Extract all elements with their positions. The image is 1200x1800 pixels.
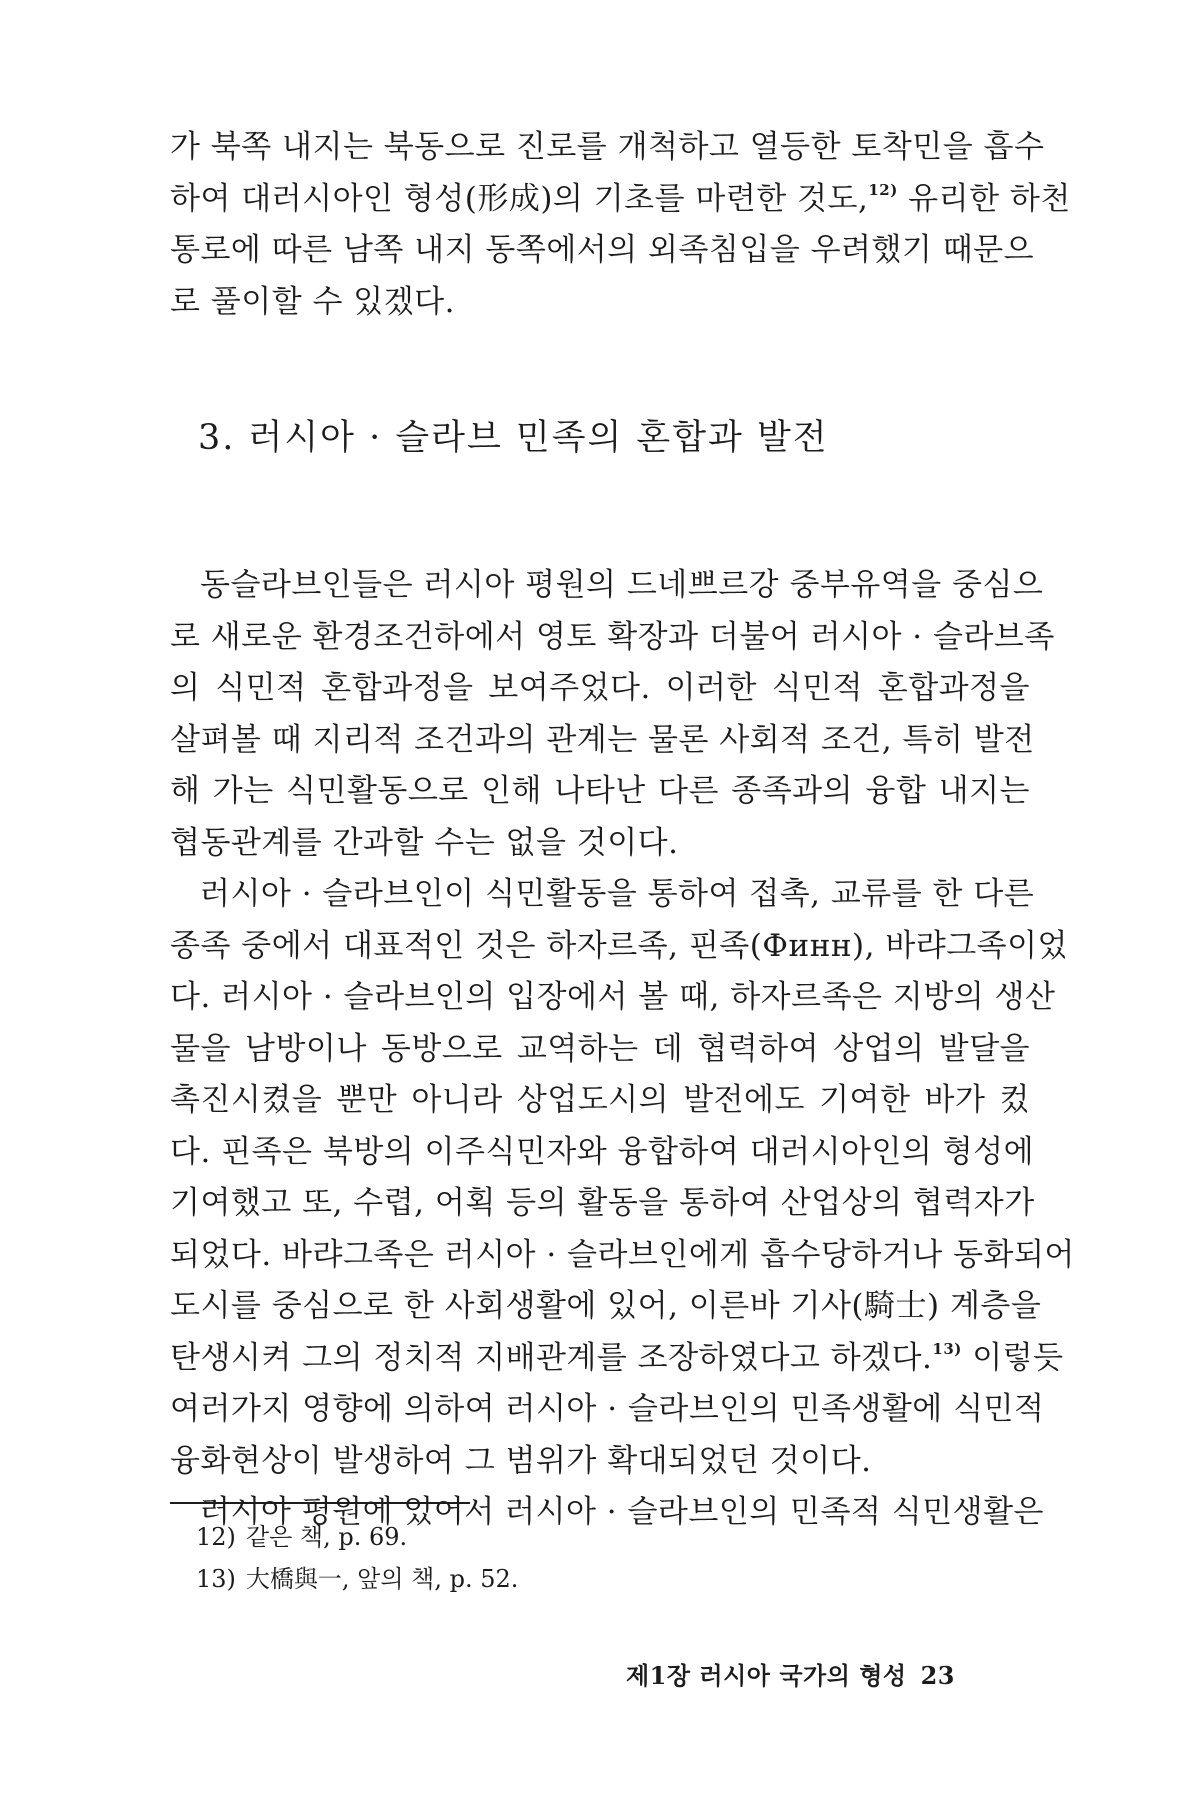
footnote-text: 大橋與一, 앞의 책, p. 52. xyxy=(245,1565,519,1593)
text-line: 종족 중에서 대표적인 것은 하자르족, 핀족(Финн), 바랴그족이었 xyxy=(170,927,1068,964)
text-line: 통로에 따른 남쪽 내지 동쪽에서의 외족침입을 우려했기 때문으 xyxy=(170,232,1035,268)
text-line: 해 가는 식민활동으로 인해 나타난 다른 종족과의 융합 내지는 xyxy=(170,773,1030,809)
text-segment: 하여 대러시아인 형성(形成)의 기초를 마련한 것도, xyxy=(170,180,869,217)
text-line: 로 새로운 환경조건하에서 영토 확장과 더불어 러시아 · 슬라브족 xyxy=(170,618,1055,655)
text-line: 러시아 · 슬라브인이 식민활동을 통하여 접촉, 교류를 한 다른 xyxy=(200,876,1035,912)
text-line: 가 북쪽 내지는 북동으로 진로를 개척하고 열등한 토착민을 흡수 xyxy=(170,129,1045,165)
text-line: 촉진시켰을 뿐만 아니라 상업도시의 발전에도 기여한 바가 컸 xyxy=(170,1082,1030,1118)
text-line xyxy=(170,1333,1064,1385)
text-line: 도시를 중심으로 한 사회생활에 있어, 이른바 기사(騎士) 계층을 xyxy=(170,1288,1042,1324)
text-segment: 탄생시켜 그의 정치적 지배관계를 조장하였다고 하겠다. xyxy=(170,1339,933,1376)
text-line: 동슬라브인들은 러시아 평원의 드네쁘르강 중부유역을 중심으 xyxy=(200,567,1044,603)
footnote-number: 13) xyxy=(196,1565,236,1593)
footnote-ref-13: 13) xyxy=(932,1339,962,1358)
footnote-text: 같은 책, p. 69. xyxy=(245,1523,408,1551)
text-line: 되었다. 바랴그족은 러시아 · 슬라브인에게 흡수당하거나 동화되어 xyxy=(170,1236,1075,1273)
chapter-title: 제1장 러시아 국가의 형성 xyxy=(626,1661,907,1690)
footnote-number: 12) xyxy=(196,1523,236,1551)
text-line: 협동관계를 간과할 수는 없을 것이다. xyxy=(170,824,679,861)
text-line xyxy=(170,174,1071,226)
footnote-13 xyxy=(196,1558,518,1600)
intro-paragraph xyxy=(170,122,1071,328)
section-heading: 3. 러시아 · 슬라브 민족의 혼합과 발전 xyxy=(198,418,829,458)
text-line: 융화현상이 발생하여 그 범위가 확대되었던 것이다. xyxy=(170,1442,872,1479)
text-line: 살펴볼 때 지리적 조건과의 관계는 물론 사회적 조건, 특히 발전 xyxy=(170,721,1035,758)
text-line: 다. 러시아 · 슬라브인의 입장에서 볼 때, 하자르족은 지방의 생산 xyxy=(170,979,1056,1015)
footnote-divider xyxy=(170,1502,470,1504)
text-segment: 이렇듯 xyxy=(961,1339,1064,1376)
text-line: 다. 핀족은 북방의 이주식민자와 융합하여 대러시아인의 형성에 xyxy=(170,1133,1035,1170)
footnote-ref-12: 12) xyxy=(868,180,898,199)
running-footer xyxy=(626,1656,955,1691)
text-line: 의 식민적 혼합과정을 보여주었다. 이러한 식민적 혼합과정을 xyxy=(170,670,1030,706)
text-segment: 유리한 하천 xyxy=(897,180,1071,217)
text-line: 로 풀이할 수 있겠다. xyxy=(170,283,455,320)
text-line: 러시아 평원에 있어서 러시아 · 슬라브인의 민족적 식민생활은 xyxy=(200,1494,1044,1530)
footnote-12 xyxy=(196,1516,518,1558)
text-line: 물을 남방이나 동방으로 교역하는 데 협력하여 상업의 발달을 xyxy=(170,1030,1030,1067)
text-line: 여러가지 영향에 의하여 러시아 · 슬라브인의 민족생활에 식민적 xyxy=(170,1391,1045,1427)
footnotes xyxy=(196,1516,518,1600)
body-paragraphs xyxy=(170,560,1075,1539)
page-number: 23 xyxy=(920,1661,956,1690)
text-line: 기여했고 또, 수렵, 어획 등의 활동을 통하여 산업상의 협력자가 xyxy=(170,1185,1035,1221)
